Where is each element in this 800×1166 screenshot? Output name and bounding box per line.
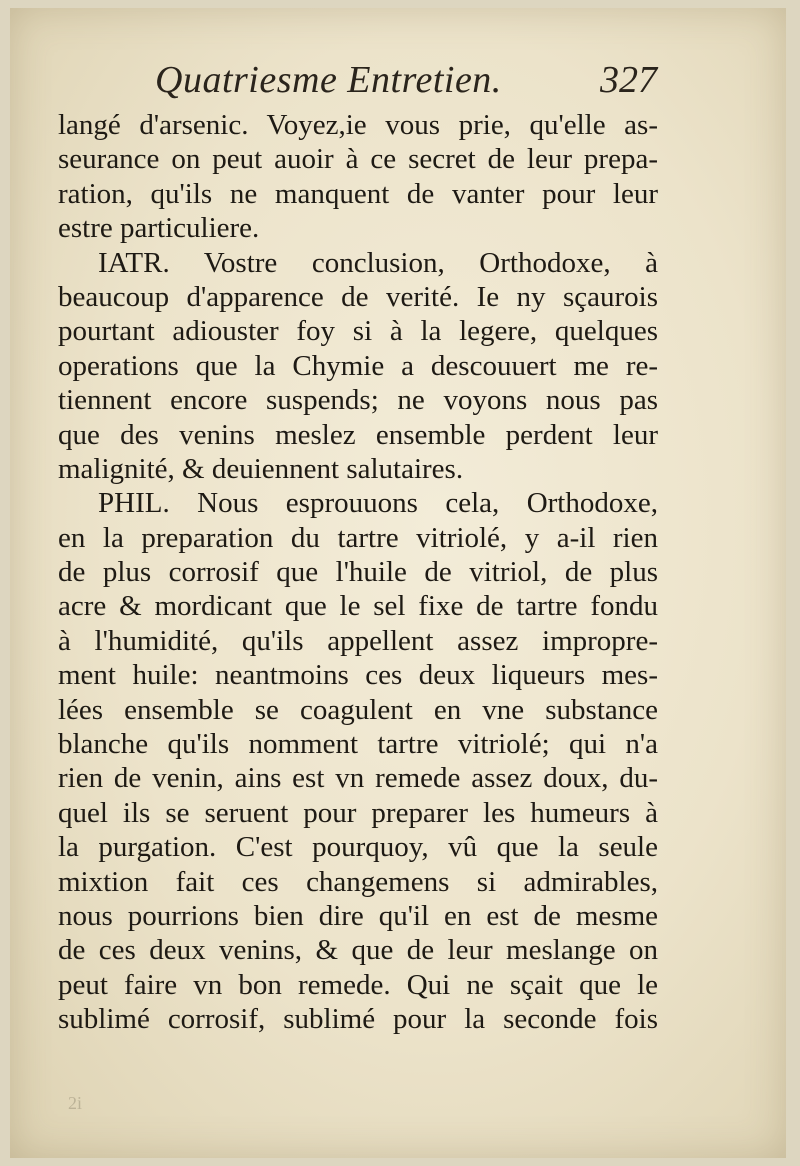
text-line: acre & mordicant que le sel fixe de tartre fondu	[58, 590, 658, 623]
text-line: tiennent encore suspends; ne voyons nous pas	[58, 384, 658, 417]
text-line: mixtion fait ces changemens si admirables,	[58, 865, 658, 898]
text-line: rien de venin, ains est vn remede assez doux, du-	[58, 762, 658, 795]
text-line: de ces deux venins, & que de leur meslange on	[58, 934, 658, 967]
text-line: seurance on peut auoir à ce secret de leur prepa-	[58, 143, 658, 176]
text-line: ment huile: neantmoins ces deux liqueurs mes-	[58, 659, 658, 692]
text-line: à l'humidité, qu'ils appellent assez impropre-	[58, 624, 658, 657]
text-line: langé d'arsenic. Voyez,ie vous prie, qu'elle as-	[58, 109, 658, 141]
text-line: blanche qu'ils nomment tartre vitriolé; qui n'a	[58, 728, 658, 761]
text-line: nous pourrions bien dire qu'il en est de mesme	[58, 899, 658, 932]
text-line: de plus corrosif que l'huile de vitriol, de plus	[58, 556, 658, 589]
text-line: peut faire vn bon remede. Qui ne sçait que le	[58, 968, 658, 1001]
running-head	[150, 58, 670, 108]
text-line: lées ensemble se coagulent en vne substance	[58, 693, 658, 726]
text-line: operations que la Chymie a descouuert me re-	[58, 349, 658, 382]
signature-mark: 2i	[68, 1093, 83, 1113]
text-line: sublimé corrosif, sublimé pour la seconde fois	[58, 1003, 658, 1036]
text-line: que des venins meslez ensemble perdent leur	[58, 418, 658, 451]
running-head-title: Quatriesme Entretien.	[155, 59, 502, 101]
text-line: ration, qu'ils ne manquent de vanter pour leur	[58, 177, 658, 210]
text-line: estre particuliere.	[58, 212, 260, 245]
text-line: quel ils se seruent pour preparer les humeurs à	[58, 796, 658, 829]
body-text	[58, 108, 658, 1037]
text-line: pourtant adiouster foy si à la legere, quelques	[58, 315, 658, 348]
text-line: beaucoup d'apparence de verité. Ie ny sçaurois	[58, 280, 658, 313]
text-line: la purgation. C'est pourquoy, vû que la seule	[58, 831, 658, 864]
text-line: PHIL. Nous esprouuons cela, Orthodoxe,	[98, 487, 658, 520]
text-line: malignité, & deuiennent salutaires.	[58, 452, 464, 485]
text-line: IATR. Vostre conclusion, Orthodoxe, à	[98, 246, 658, 279]
page-number: 327	[600, 59, 657, 101]
book-page	[10, 8, 786, 1158]
text-line: en la preparation du tartre vitriolé, y a-il rien	[58, 521, 658, 554]
